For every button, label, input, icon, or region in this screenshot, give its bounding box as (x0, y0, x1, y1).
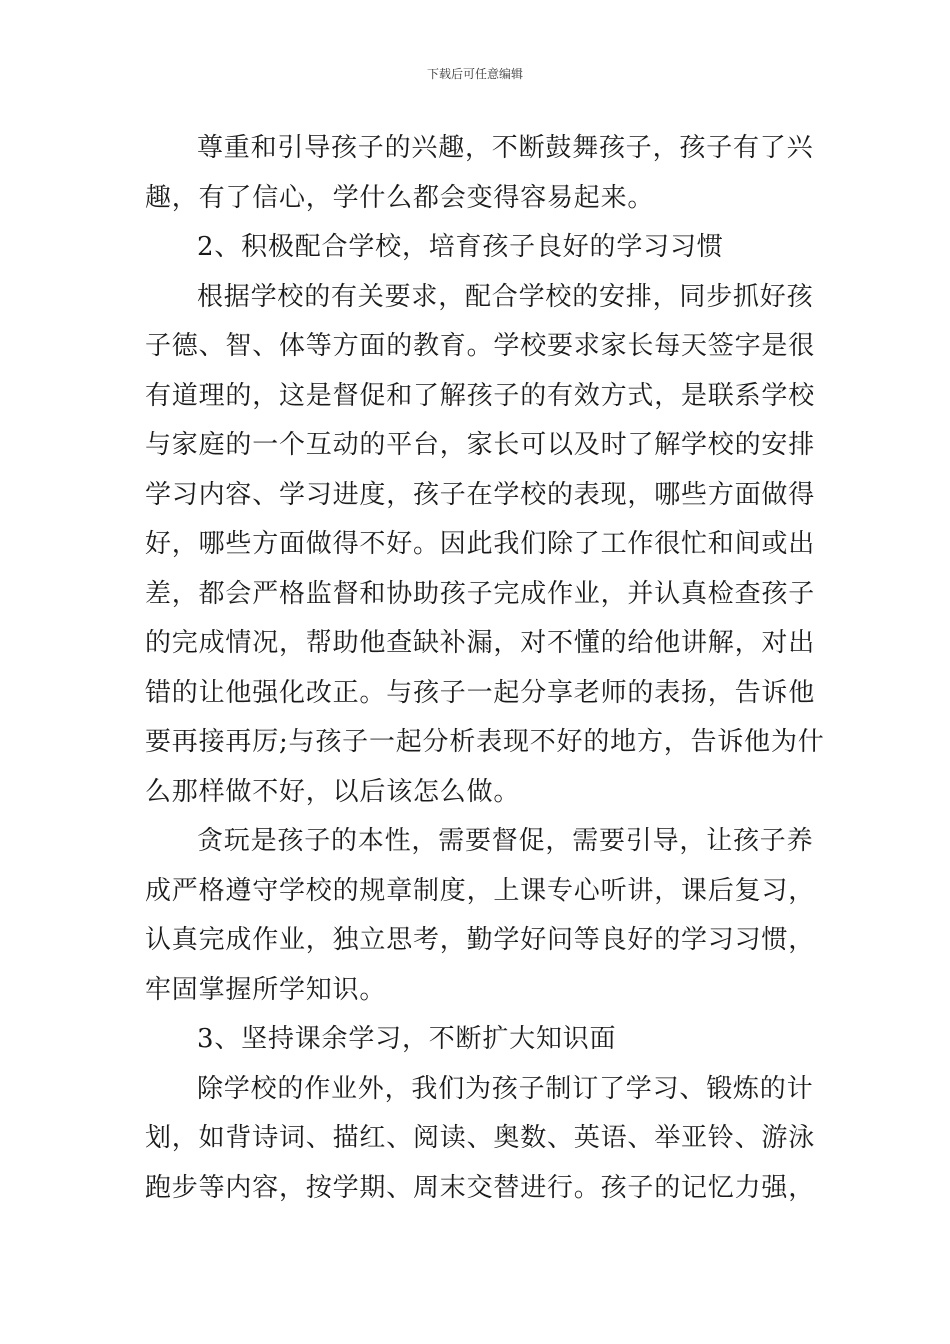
text-line: 趣，有了信心，学什么都会变得容易起来。 (145, 182, 655, 213)
text-line: 要再接再厉;与孩子一起分析表现不好的地方，告诉他为什 (145, 727, 825, 757)
text-line: 除学校的作业外，我们为孩子制订了学习、锻炼的计 (197, 1073, 814, 1104)
page-header: 下载后可任意编辑 (426, 67, 523, 81)
text-line: 牢固掌握所学知识。 (145, 974, 387, 1005)
text-line: 贪玩是孩子的本性，需要督促，需要引导，让孩子养 (197, 826, 814, 856)
text-line: 跑步等内容，按学期、周末交替进行。孩子的记忆力强， (145, 1172, 816, 1203)
text-line: 与家庭的一个互动的平台，家长可以及时了解学校的安排 (145, 430, 816, 460)
text-line: 差，都会严格监督和协助孩子完成作业，并认真检查孩子 (145, 578, 816, 609)
text-line: 认真完成作业，独立思考，勤学好问等良好的学习习惯， (145, 925, 816, 955)
text-line: 有道理的，这是督促和了解孩子的有效方式，是联系学校 (145, 380, 816, 411)
section-heading: 3、坚持课余学习，不断扩大知识面 (197, 1024, 617, 1054)
text-line: 根据学校的有关要求，配合学校的安排，同步抓好孩 (197, 281, 814, 312)
text-line: 学习内容、学习进度，孩子在学校的表现，哪些方面做得 (145, 479, 816, 510)
text-line: 么那样做不好，以后该怎么做。 (145, 776, 521, 807)
text-line: 尊重和引导孩子的兴趣，不断鼓舞孩子，孩子有了兴 (197, 133, 814, 163)
text-line: 子德、智、体等方面的教育。学校要求家长每天签字是很 (145, 331, 816, 361)
section-heading: 2、积极配合学校，培育孩子良好的学习习惯 (197, 232, 724, 262)
text-line: 成严格遵守学校的规章制度，上课专心听讲，课后复习， (145, 875, 816, 906)
text-line: 错的让他强化改正。与孩子一起分享老师的表扬，告诉他 (145, 677, 816, 708)
text-line: 划，如背诗词、描红、阅读、奥数、英语、举亚铃、游泳 (145, 1123, 816, 1153)
text-line: 的完成情况，帮助他查缺补漏，对不懂的给他讲解，对出 (145, 628, 816, 658)
document-body (145, 124, 825, 1213)
text-line: 好，哪些方面做得不好。因此我们除了工作很忙和间或出 (145, 529, 816, 559)
